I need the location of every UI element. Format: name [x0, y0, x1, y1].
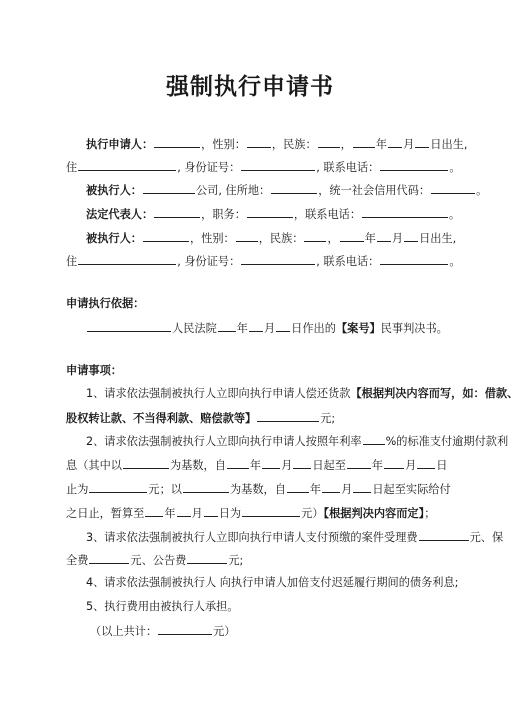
month-blank	[177, 505, 191, 517]
year-blank	[353, 136, 375, 148]
total-end: 元）	[213, 625, 236, 638]
respondent2-label: 被执行人：	[86, 232, 142, 245]
year-blank	[227, 457, 249, 469]
item3-text: 3、请求依法强制被执行人立即向执行申请人支付预缴的案件受理费	[86, 531, 418, 544]
respondent2-line-2	[0, 253, 500, 269]
gender-blank	[236, 230, 258, 242]
year-text: 年	[249, 459, 262, 472]
applicant-line-1	[0, 136, 500, 152]
year-text: 年	[236, 322, 248, 335]
gender-label: ，性别：	[201, 138, 246, 151]
year-text: 年	[364, 232, 376, 245]
year-blank	[145, 505, 163, 517]
item1-text: 1、请求依法强制被执行人立即向执行申请人偿还货款	[86, 387, 351, 400]
month-text: 月	[403, 138, 415, 151]
name-blank	[154, 136, 200, 148]
day-blank	[293, 457, 311, 469]
total-line	[0, 623, 500, 639]
respondent2-line-1	[0, 230, 500, 246]
address-blank	[271, 182, 317, 194]
item2-line-1	[0, 433, 509, 449]
item2-text-f: 元；以	[148, 483, 182, 496]
phone-label: , 联系电话：	[316, 161, 380, 174]
notice-fee-blank	[187, 552, 227, 564]
item3-text-b: 元、保	[469, 531, 504, 544]
year-text: 年	[371, 459, 384, 472]
item2-line-4	[0, 505, 500, 521]
company-address-label: 公司, 住所地：	[195, 184, 271, 197]
month-text: 月	[391, 232, 404, 245]
judgment-text: 民事判决书。	[380, 322, 448, 335]
item3-text-e: 元;	[228, 554, 244, 567]
born-text: 日出生,	[430, 138, 468, 151]
comma-text: ，	[327, 232, 339, 245]
item2-note: 【根据判决内容而定】	[323, 507, 425, 520]
preservation-fee-blank	[89, 552, 129, 564]
ethnicity-label: ，民族：	[258, 232, 304, 245]
address-blank	[78, 159, 176, 171]
ethnicity-blank	[318, 136, 340, 148]
position-label: ，职务：	[201, 208, 246, 221]
item2-text: 2、请求依法强制被执行人立即向执行申请人按照年利率	[86, 435, 362, 448]
day-blank	[404, 230, 418, 242]
month-blank	[249, 320, 263, 332]
base-blank	[183, 481, 229, 493]
position-blank	[247, 206, 293, 218]
item2-line-2	[0, 457, 500, 473]
year-blank	[218, 320, 236, 332]
month-text: 月	[341, 483, 353, 496]
year-blank	[287, 481, 309, 493]
day-blank	[353, 481, 371, 493]
end-mark: 。	[449, 255, 461, 268]
item2-text-d: 为基数，自	[169, 459, 226, 472]
day-blank	[417, 457, 435, 469]
month-text: 月	[191, 507, 203, 520]
item2-text-e: 止为	[66, 483, 89, 496]
day-blank	[415, 136, 429, 148]
id-card-blank	[241, 159, 315, 171]
end-mark: 。	[449, 208, 461, 221]
case-number-text: 【案号】	[335, 322, 381, 335]
item2-end: ；	[424, 507, 436, 520]
end-mark: 。	[476, 184, 488, 197]
id-card-label: , 身份证号：	[177, 161, 241, 174]
year-blank	[340, 230, 364, 242]
amount-blank	[257, 410, 319, 422]
item2-text-d2: 为基数，自	[229, 483, 286, 496]
until-actual-text: 日起至实际给付	[372, 483, 451, 496]
item2-line-3	[0, 481, 500, 497]
credit-code-blank	[431, 182, 475, 194]
name-blank	[143, 230, 189, 242]
item3-line-1	[0, 529, 504, 545]
year-blank	[347, 457, 371, 469]
month-blank	[377, 230, 391, 242]
born-text: 日出生,	[419, 232, 457, 245]
month-text: 月	[405, 459, 417, 472]
item2-text-h: 之日止，暂算至	[66, 507, 145, 520]
legal-rep-line	[0, 206, 500, 222]
items-heading: 申请事项：	[66, 364, 122, 377]
total-blank	[158, 623, 212, 635]
address-prefix: 住	[66, 255, 78, 268]
total-text: （以上共计：	[90, 625, 158, 638]
item3-text-d: 元、公告费	[130, 554, 187, 567]
item5-line: 5、执行费用由被执行人承担。	[86, 600, 239, 613]
item4-line: 4、请求依法强制被执行人 向执行申请人加倍支付迟延履行期间的债务利息;	[86, 576, 459, 589]
day-text: 日	[436, 459, 448, 472]
yuan-text: 元;	[320, 412, 336, 425]
applicant-label: 执行申请人：	[86, 138, 154, 151]
item3-text-c: 全费	[66, 554, 89, 567]
base-blank	[123, 457, 169, 469]
credit-code-label: ，统一社会信用代码：	[318, 184, 431, 197]
end-mark: 。	[449, 161, 461, 174]
phone-blank	[362, 206, 448, 218]
comma-text: ，	[340, 138, 352, 151]
day-blank	[204, 505, 218, 517]
year-text: 年	[309, 483, 322, 496]
item2-text-b: %的标准支付逾期付款利	[385, 435, 509, 448]
court-blank	[87, 320, 171, 332]
basis-line	[0, 320, 500, 336]
ethnicity-label: ，民族：	[271, 138, 317, 151]
item2-text-c: 息（其中以	[66, 459, 122, 472]
month-blank	[322, 481, 340, 493]
court-text: 人民法院	[172, 322, 217, 335]
applicant-line-2	[0, 159, 500, 175]
phone-blank	[380, 253, 448, 265]
legal-rep-blank	[154, 206, 200, 218]
item1-note: 【根据判决内容而写，如：借款、	[350, 387, 518, 400]
year-text: 年	[375, 138, 388, 151]
made-text: 日作出的	[291, 322, 336, 335]
month-blank	[262, 457, 280, 469]
day-as-text: 日为	[218, 507, 242, 520]
amount-blank	[242, 505, 300, 517]
document-title: 强制执行申请书	[166, 74, 334, 100]
phone-label: , 联系电话：	[316, 255, 380, 268]
from-text: 日起至	[312, 459, 346, 472]
item1-line-2	[0, 410, 500, 426]
item2-text-i: 元）	[301, 507, 324, 520]
phone-label: ，联系电话：	[293, 208, 362, 221]
month-text: 月	[263, 322, 276, 335]
gender-blank	[247, 136, 271, 148]
item1-line-1	[0, 387, 518, 401]
basis-heading: 申请执行依据：	[66, 297, 145, 310]
address-prefix: 住	[66, 161, 78, 174]
item1-note-cont: 股权转让款、不当得利款、赔偿款等】	[66, 412, 257, 425]
amount-blank	[89, 481, 147, 493]
month-text: 月	[281, 459, 293, 472]
ethnicity-blank	[304, 230, 326, 242]
day-blank	[276, 320, 290, 332]
year-text: 年	[164, 507, 176, 520]
respondent-label: 被执行人：	[86, 184, 142, 197]
id-card-label: , 身份证号：	[177, 255, 241, 268]
filing-fee-blank	[419, 529, 469, 541]
month-blank	[384, 457, 404, 469]
legal-rep-label: 法定代表人：	[86, 208, 154, 221]
rate-blank	[363, 433, 385, 445]
id-card-blank	[241, 253, 315, 265]
respondent-line	[0, 182, 500, 198]
address-blank	[78, 253, 176, 265]
phone-blank	[380, 159, 448, 171]
item3-line-2	[0, 552, 500, 568]
month-blank	[388, 136, 402, 148]
gender-label: ，性别：	[189, 232, 235, 245]
company-blank	[143, 182, 195, 194]
